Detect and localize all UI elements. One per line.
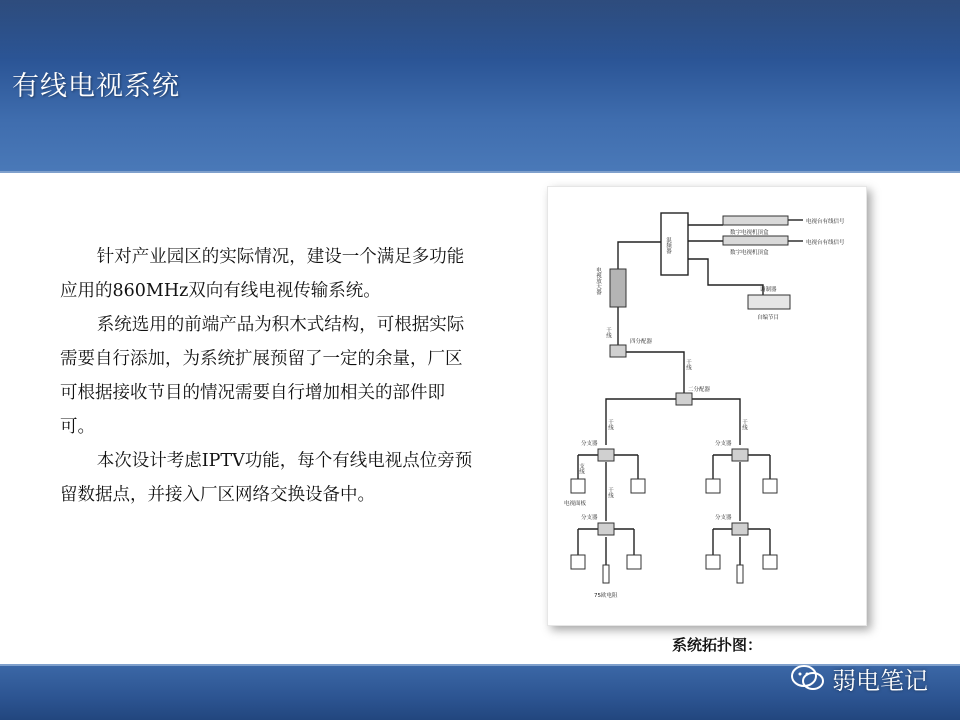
label-modulator-1: 数字电视机顶盒 — [730, 230, 769, 236]
tap-left-1 — [598, 449, 614, 461]
label-four-splitter: 四分配器 — [630, 339, 653, 345]
paragraph-3: 本次设计考虑IPTV功能，每个有线电视点位旁预留数据点，并接入厂区网络交换设备中。 — [60, 451, 473, 505]
four-splitter-box — [610, 345, 626, 357]
topology-svg — [548, 187, 866, 625]
terminator-right — [737, 565, 743, 583]
header-divider — [0, 171, 960, 173]
header-shine — [0, 0, 960, 60]
label-trunk-left: 干线 — [607, 419, 613, 430]
label-trunk-2: 干线 — [685, 359, 691, 370]
amplifier-box — [610, 269, 626, 307]
brand-text: 弱电笔记 — [832, 666, 928, 695]
paragraph-1: 针对产业园区的实际情况，建设一个满足多功能应用的860MHz双向有线电视传输系统。 — [60, 247, 465, 301]
label-trunk-right: 干线 — [741, 419, 747, 430]
paragraph-2: 系统选用的前端产品为积木式结构，可根据实际需要自行添加，为系统扩展预留了一定的余量，厂区可根据接收节目的情况需要自行增加相关的部件即可。 — [60, 315, 465, 437]
label-modulator-2: 数字电视机顶盒 — [730, 250, 769, 256]
label-tap-left-2: 分支器 — [581, 515, 598, 521]
tap-left-2 — [598, 523, 614, 535]
label-tap-left-1: 分支器 — [581, 441, 598, 447]
label-tv-panel: 电视面板 — [564, 501, 587, 507]
slide-title: 有线电视系统 — [12, 71, 180, 102]
label-modem: 调制器 — [760, 287, 777, 293]
wechat-icon — [790, 663, 826, 693]
header-band — [0, 0, 960, 172]
label-amplifier: 电视放大器 — [595, 267, 601, 295]
label-source-2: 电视台有线信号 — [806, 240, 845, 246]
label-terminator: 75欧电阻 — [594, 593, 618, 599]
tap-right-1 — [732, 449, 748, 461]
label-two-splitter: 二分配器 — [688, 387, 711, 393]
label-trunk-1: 干线 — [605, 327, 611, 338]
topology-diagram — [547, 186, 867, 626]
label-branch-line: 支线 — [578, 463, 584, 474]
diagram-caption: 系统拓扑图： — [672, 636, 763, 654]
label-tap-right-1: 分支器 — [715, 441, 732, 447]
label-trunk-mid: 干线 — [607, 487, 613, 498]
body-text — [60, 240, 475, 512]
two-splitter-box — [676, 393, 692, 405]
terminator-left — [603, 565, 609, 583]
label-tap-right-2: 分支器 — [715, 515, 732, 521]
label-source-1: 电视台有线信号 — [806, 219, 845, 225]
label-self-program: 自编节目 — [757, 315, 780, 321]
tap-right-2 — [732, 523, 748, 535]
modem-box — [748, 295, 790, 309]
brand-watermark — [790, 660, 928, 696]
label-mixer: 混频器 — [665, 237, 671, 254]
